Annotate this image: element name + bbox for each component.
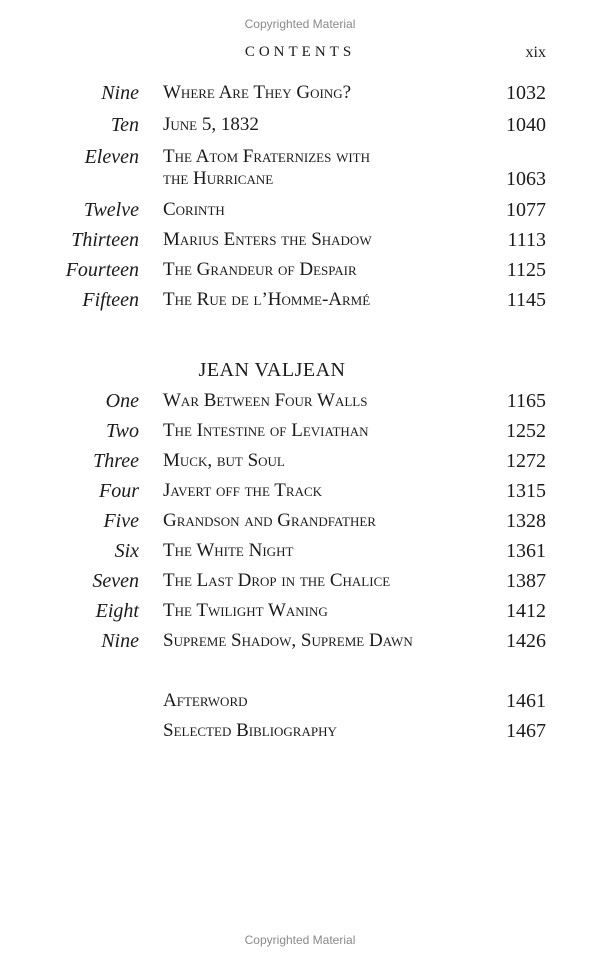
chapter-number: Six [114, 540, 139, 562]
chapter-number: One [105, 390, 139, 412]
page-number: 1077 [506, 199, 546, 221]
page-number: 1125 [506, 259, 546, 281]
chapter-title: June 5, 1832 [163, 114, 259, 135]
chapter-number: Ten [110, 114, 139, 136]
chapter-number: Thirteen [71, 229, 139, 251]
page-number: 1412 [506, 600, 546, 622]
chapter-number: Eleven [84, 146, 139, 168]
page-number: 1032 [506, 82, 546, 104]
page-number: 1252 [506, 420, 546, 442]
chapter-title: The Last Drop in the Chalice [163, 570, 391, 591]
chapter-title: Supreme Shadow, Supreme Dawn [163, 630, 413, 651]
chapter-number: Twelve [83, 199, 139, 221]
page-number: 1328 [506, 510, 546, 532]
chapter-title: The White Night [163, 540, 294, 561]
watermark-top: Copyrighted Material [244, 17, 356, 31]
chapter-title: Corinth [163, 199, 225, 220]
chapter-number: Fourteen [65, 259, 139, 281]
chapter-number: Four [99, 480, 139, 502]
page-number: 1113 [507, 229, 546, 251]
chapter-number: Nine [101, 630, 139, 652]
chapter-title: Javert off the Track [163, 480, 323, 501]
watermark-bottom: Copyrighted Material [244, 933, 356, 947]
page-number: 1426 [506, 630, 546, 652]
chapter-title: The Intestine of Leviathan [163, 420, 369, 441]
page-number: 1461 [506, 690, 546, 712]
back-matter-title: Selected Bibliography [163, 720, 337, 741]
page-number: 1063 [506, 168, 546, 190]
chapter-title: The Rue de l’Homme-Armé [163, 289, 371, 310]
back-matter-title: Afterword [163, 690, 248, 711]
page-number: 1387 [506, 570, 546, 592]
chapter-number: Fifteen [82, 289, 139, 311]
page-number: 1272 [506, 450, 546, 472]
chapter-title: The Grandeur of Despair [163, 259, 357, 280]
chapter-title: Grandson and Grandfather [163, 510, 376, 531]
page-number: 1361 [506, 540, 546, 562]
chapter-number: Two [106, 420, 139, 442]
chapter-number: Five [103, 510, 139, 532]
chapter-title-line: The Atom Fraternizes with [163, 146, 371, 167]
section-heading: JEAN VALJEAN [198, 359, 346, 381]
chapter-title-line: the Hurricane [163, 168, 274, 189]
chapter-title: War Between Four Walls [163, 390, 368, 411]
page-number: 1467 [506, 720, 546, 742]
chapter-title: Where Are They Going? [163, 82, 352, 103]
page-number: 1040 [506, 114, 546, 136]
chapter-title: Marius Enters the Shadow [163, 229, 372, 250]
chapter-number: Three [93, 450, 139, 472]
page-number: 1145 [506, 289, 546, 311]
running-head [0, 44, 600, 64]
chapter-number: Seven [92, 570, 139, 592]
running-page-number: xix [525, 44, 546, 61]
chapter-number: Eight [95, 600, 139, 622]
running-title: CONTENTS [244, 44, 356, 60]
page-number: 1315 [506, 480, 546, 502]
chapter-title [163, 146, 370, 190]
page-number: 1165 [506, 390, 546, 412]
chapter-title: Muck, but Soul [163, 450, 285, 471]
chapter-title: The Twilight Waning [163, 600, 328, 621]
chapter-number: Nine [101, 82, 139, 104]
